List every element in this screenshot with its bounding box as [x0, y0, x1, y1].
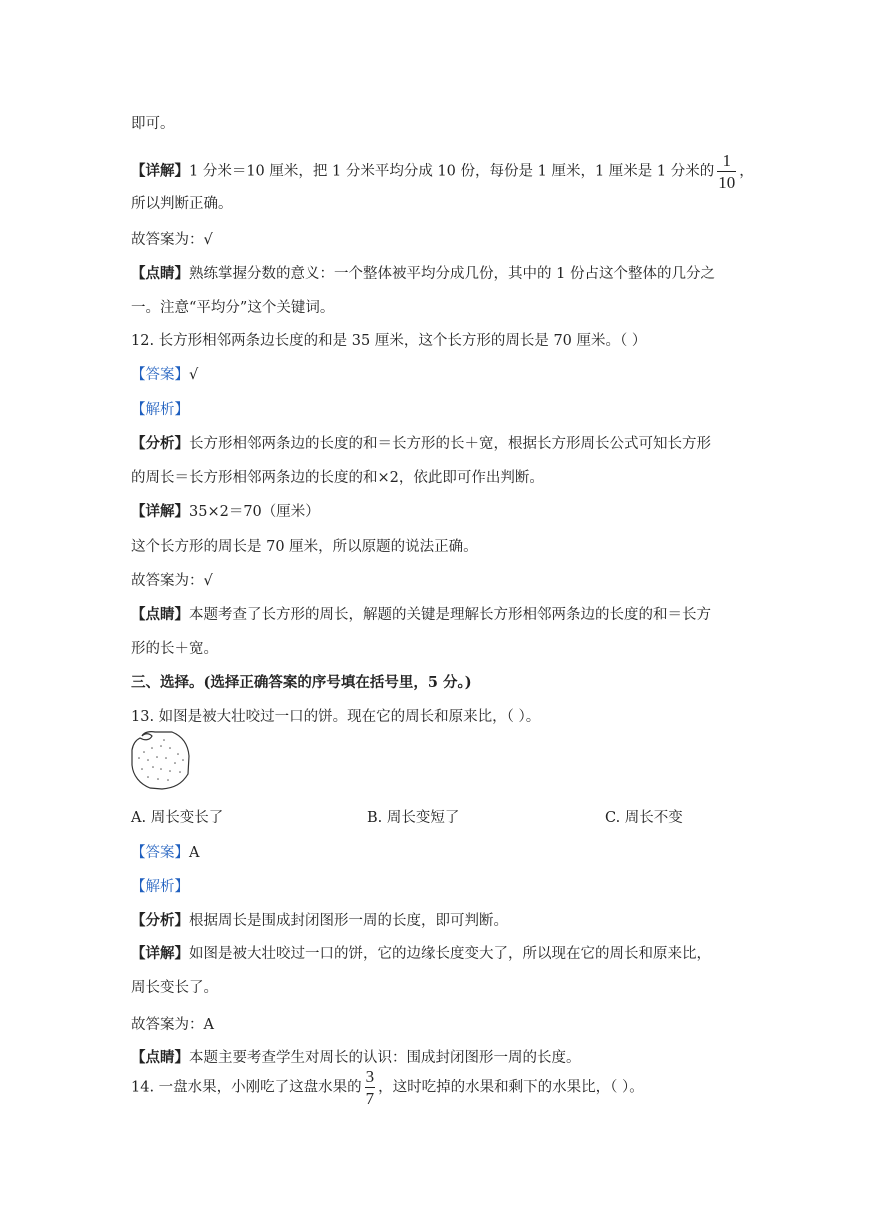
answer-label: 【答案】: [131, 845, 189, 861]
comment-text: 本题考查了长方形的周长，解题的关键是理解长方形相邻两条边的长度的和＝长方: [189, 607, 711, 623]
q13-answer: [131, 841, 199, 862]
bitten-pie-figure: [128, 728, 192, 792]
q11-detail: [131, 152, 754, 191]
q12-detail: [131, 500, 320, 521]
q12-fenxi-cont: 的周长＝长方形相邻两条边的长度的和×2，依此即可作出判断。: [131, 470, 544, 486]
q11-tail: 即可。: [131, 116, 175, 132]
answer-value: √: [189, 367, 199, 383]
fenxi-label: 【分析】: [131, 435, 189, 452]
option-b: B. 周长变短了: [367, 810, 460, 826]
comment-text: 熟练掌握分数的意义：一个整体被平均分成几份，其中的 1 份占这个整体的几分之: [189, 266, 715, 282]
fraction-denominator: 7: [365, 1089, 375, 1108]
option-a: A. 周长变长了: [131, 810, 224, 826]
question-pre: 14. 一盘水果，小刚吃了这盘水果的: [131, 1079, 362, 1096]
q13-answer-line: 故答案为：A: [131, 1017, 214, 1033]
q11-comment-cont: 一。注意“平均分”这个关键词。: [131, 300, 335, 316]
q13-comment: [131, 1046, 581, 1067]
q12-fenxi: [131, 432, 711, 453]
fenxi-label: 【分析】: [131, 912, 189, 929]
q12-answer: [131, 363, 198, 384]
q13-detail: [131, 942, 711, 963]
detail-end: ，: [739, 163, 754, 180]
comment-label: 【点睛】: [131, 1049, 189, 1066]
detail-text: 如图是被大壮咬过一口的饼，它的边缘长度变大了，所以现在它的周长和原来比，: [189, 946, 711, 962]
fenxi-text: 长方形相邻两条边的长度的和＝长方形的长＋宽，根据长方形周长公式可知长方形: [189, 436, 711, 452]
fraction-numerator: 3: [365, 1067, 375, 1086]
fraction-numerator: 1: [722, 151, 731, 170]
detail-label: 【详解】: [131, 945, 189, 962]
q12-comment-cont: 形的长＋宽。: [131, 641, 218, 657]
q13-question: 13. 如图是被大壮咬过一口的饼。现在它的周长和原来比，（ ）。: [131, 709, 541, 725]
detail-label: 【详解】: [131, 162, 189, 180]
q11-answer-line: 故答案为：√: [131, 232, 213, 248]
fenxi-text: 根据周长是围成封闭图形一周的长度，即可判断。: [189, 913, 508, 929]
q14-question: [131, 1068, 644, 1107]
answer-value: A: [189, 845, 200, 861]
q12-comment: [131, 603, 711, 624]
fraction: [717, 152, 736, 191]
comment-text: 本题主要考查学生对周长的认识：围成封闭图形一周的长度。: [189, 1050, 581, 1066]
q12-analysis-label: 【解析】: [131, 402, 189, 418]
q13-analysis-label: 【解析】: [131, 879, 189, 895]
comment-label: 【点睛】: [131, 606, 189, 623]
q12-detail-cont: 这个长方形的周长是 70 厘米，所以原题的说法正确。: [131, 539, 478, 555]
detail-text: 1 分米＝10 厘米，把 1 分米平均分成 10 份，每份是 1 厘米，1 厘米是 1 分米的: [189, 163, 715, 180]
detail-text: 35×2＝70（厘米）: [189, 504, 320, 520]
fraction: [365, 1068, 376, 1107]
section-heading: 三、选择。(选择正确答案的序号填在括号里，5 分。): [131, 674, 472, 691]
question-post: ，这时吃掉的水果和剩下的水果比，（ ）。: [378, 1079, 644, 1096]
q13-detail-cont: 周长变长了。: [131, 980, 218, 996]
q12-question: 12. 长方形相邻两条边长度的和是 35 厘米，这个长方形的周长是 70 厘米。（ ）: [131, 333, 647, 349]
comment-label: 【点睛】: [131, 265, 189, 282]
q11-detail-cont: 所以判断正确。: [131, 196, 233, 212]
fraction-denominator: 10: [718, 173, 736, 192]
q11-comment: [131, 262, 715, 283]
option-c: C. 周长不变: [605, 810, 683, 826]
q12-answer-line: 故答案为：√: [131, 573, 213, 589]
detail-label: 【详解】: [131, 503, 189, 520]
answer-label: 【答案】: [131, 367, 189, 383]
q13-fenxi: [131, 909, 508, 930]
